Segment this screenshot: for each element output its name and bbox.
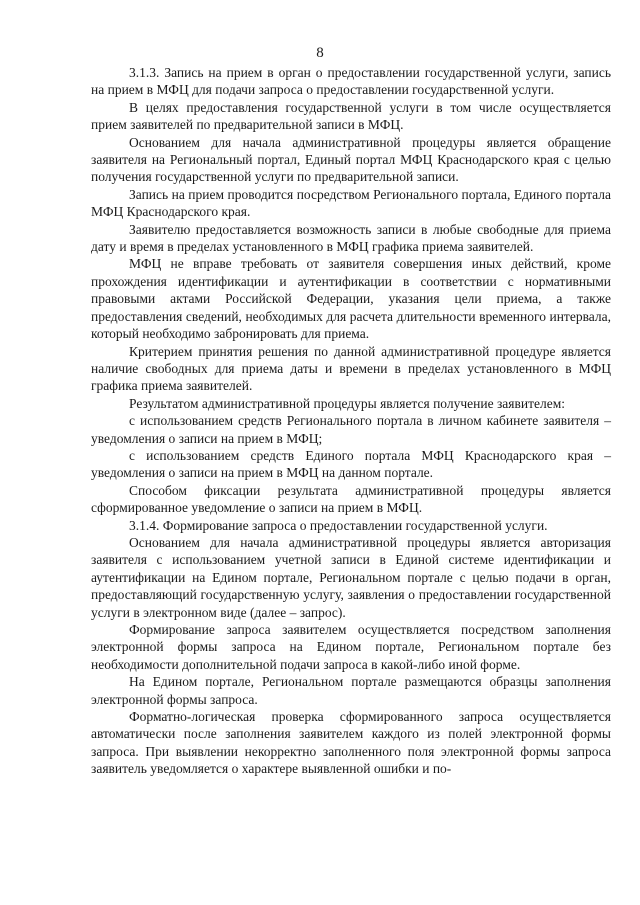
document-body bbox=[91, 64, 611, 778]
paragraph-3-1-4-heading: 3.1.4. Формирование запроса о предоставлении государственной услуги. bbox=[129, 517, 548, 533]
page-number: 8 bbox=[316, 45, 324, 61]
paragraph: Формирование запроса заявителем осуществляется посредством заполнения электронной формы запроса на Едином портале, Региональном портале без необходимости дополнительной подачи запроса в какой-либо иной форме. bbox=[91, 622, 611, 672]
paragraph: с использованием средств Регионального портала в личном кабинете заявителя – уведомления о записи на прием в МФЦ; bbox=[91, 413, 611, 446]
paragraph: На Едином портале, Региональном портале размещаются образцы заполнения электронной формы запроса. bbox=[91, 674, 611, 707]
paragraph: с использованием средств Единого портала МФЦ Краснодарского края – уведомления о записи на прием в МФЦ на данном портале. bbox=[91, 447, 611, 481]
paragraph: Форматно-логическая проверка сформированного запроса осуществляется автоматически после заполнения заявителем каждого из полей электронной формы запроса. При выявлении некорректно заполненного поля электронной формы запроса заявитель уведомляется о характере выявленной ошибки и по- bbox=[91, 709, 611, 777]
paragraph: Критерием принятия решения по данной административной процедуре является наличие свободных для приема даты и времени в пределах установленного в МФЦ графика приема заявителей. bbox=[91, 343, 611, 394]
paragraph: Заявителю предоставляется возможность записи в любые свободные для приема дату и время в пределах установленного в МФЦ графика приема заявителей. bbox=[91, 221, 611, 255]
paragraph-3-1-3-heading: 3.1.3. Запись на прием в орган о предоставлении государственной услуги, запись на прием в МФЦ для подачи запроса о предоставлении государственной услуги. bbox=[91, 65, 611, 98]
paragraph: МФЦ не вправе требовать от заявителя совершения иных действий, кроме прохождения идентификации и аутентификации в соответствии с нормативными правовыми актами Российской Федерации, указания цели приема, а также предоставления сведений, необходимых для расчета длительности временного интервала, который необходимо забронировать для приема. bbox=[91, 256, 611, 342]
paragraph: Результатом административной процедуры является получение заявителем: bbox=[129, 395, 566, 411]
paragraph: Основанием для начала административной процедуры является авторизация заявителя с использованием учетной записи в Единой системе идентификации и аутентификации на Едином портале, Региональном портале с целью подачи в орган, предоставляющий государственную услугу, заявления о предоставлении государственной услуги в электронном виде (далее – запрос). bbox=[91, 534, 611, 620]
paragraph: Запись на прием проводится посредством Регионального портала, Единого портала МФЦ Краснодарского края. bbox=[91, 186, 611, 220]
paragraph: В целях предоставления государственной услуги в том числе осуществляется прием заявителей по предварительной записи в МФЦ. bbox=[91, 99, 611, 133]
paragraph: Основанием для начала административной процедуры является обращение заявителя на Региональный портал, Единый портал МФЦ Краснодарского края с целью получения государственной услуги по предварительной записи. bbox=[91, 134, 611, 185]
paragraph: Способом фиксации результата административной процедуры является сформированное уведомление о записи на прием в МФЦ. bbox=[91, 482, 611, 516]
